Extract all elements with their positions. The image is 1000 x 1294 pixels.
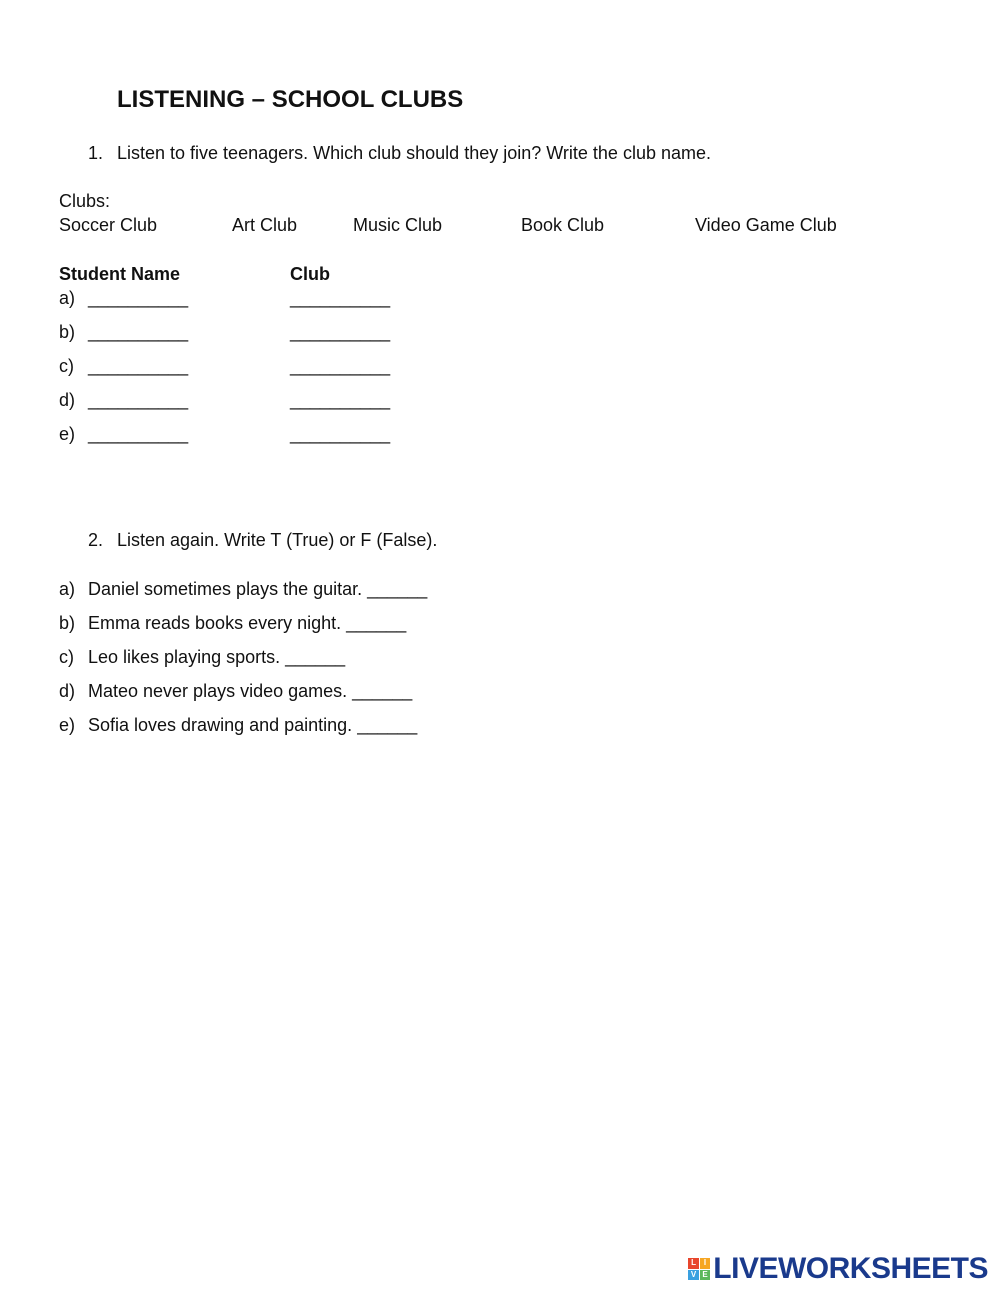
logo-text: LIVEWORKSHEETS (713, 1252, 988, 1285)
club-blank[interactable]: __________ (290, 424, 391, 444)
clubs-label: Clubs: (59, 191, 111, 211)
column-header-student: Student Name (59, 264, 181, 284)
logo-mark-icon (688, 1258, 710, 1280)
statement-item (88, 579, 427, 600)
club-option: Soccer Club (59, 215, 158, 235)
club-blank[interactable]: __________ (290, 288, 391, 308)
exercise-1-text: Listen to five teenagers. Which club should they join? Write the club name. (117, 143, 711, 163)
statement-item (88, 681, 412, 702)
true-false-blank[interactable]: ______ (352, 681, 413, 701)
statement-text: Mateo never plays video games. (88, 681, 348, 701)
row-letter: b) (59, 322, 76, 342)
club-option: Video Game Club (695, 215, 837, 235)
statement-item (88, 715, 417, 736)
club-option: Art Club (232, 215, 298, 235)
student-name-blank[interactable]: __________ (88, 390, 189, 410)
exercise-2-text: Listen again. Write T (True) or F (False). (117, 530, 438, 550)
true-false-blank[interactable]: ______ (285, 647, 346, 667)
exercise-1-number: 1. (88, 143, 104, 163)
statement-letter: a) (59, 579, 76, 599)
logo-letter: I (700, 1258, 711, 1269)
statement-letter: c) (59, 647, 74, 667)
statement-text: Daniel sometimes plays the guitar. (88, 579, 363, 599)
statement-text: Leo likes playing sports. (88, 647, 281, 667)
true-false-blank[interactable]: ______ (346, 613, 407, 633)
page-title: LISTENING – SCHOOL CLUBS (117, 86, 464, 113)
statement-letter: b) (59, 613, 76, 633)
statement-text: Sofia loves drawing and painting. (88, 715, 353, 735)
logo-letter: E (700, 1270, 711, 1281)
statement-letter: e) (59, 715, 76, 735)
row-letter: c) (59, 356, 74, 376)
true-false-blank[interactable]: ______ (357, 715, 418, 735)
row-letter: e) (59, 424, 76, 444)
student-name-blank[interactable]: __________ (88, 424, 189, 444)
statement-item (88, 647, 345, 668)
club-option: Music Club (353, 215, 443, 235)
row-letter: d) (59, 390, 76, 410)
club-blank[interactable]: __________ (290, 322, 391, 342)
statement-letter: d) (59, 681, 76, 701)
row-letter: a) (59, 288, 76, 308)
club-blank[interactable]: __________ (290, 390, 391, 410)
exercise-1-instruction (88, 143, 711, 164)
exercise-2-instruction (88, 530, 438, 551)
statement-item (88, 613, 406, 634)
student-name-blank[interactable]: __________ (88, 322, 189, 342)
student-name-blank[interactable]: __________ (88, 288, 189, 308)
club-blank[interactable]: __________ (290, 356, 391, 376)
student-name-blank[interactable]: __________ (88, 356, 189, 376)
logo-letter: V (688, 1270, 699, 1281)
statement-text: Emma reads books every night. (88, 613, 342, 633)
true-false-blank[interactable]: ______ (367, 579, 428, 599)
club-option: Book Club (521, 215, 605, 235)
liveworksheets-logo (688, 1252, 988, 1286)
column-header-club: Club (290, 264, 330, 284)
exercise-2-number: 2. (88, 530, 104, 550)
logo-letter: L (688, 1258, 699, 1269)
